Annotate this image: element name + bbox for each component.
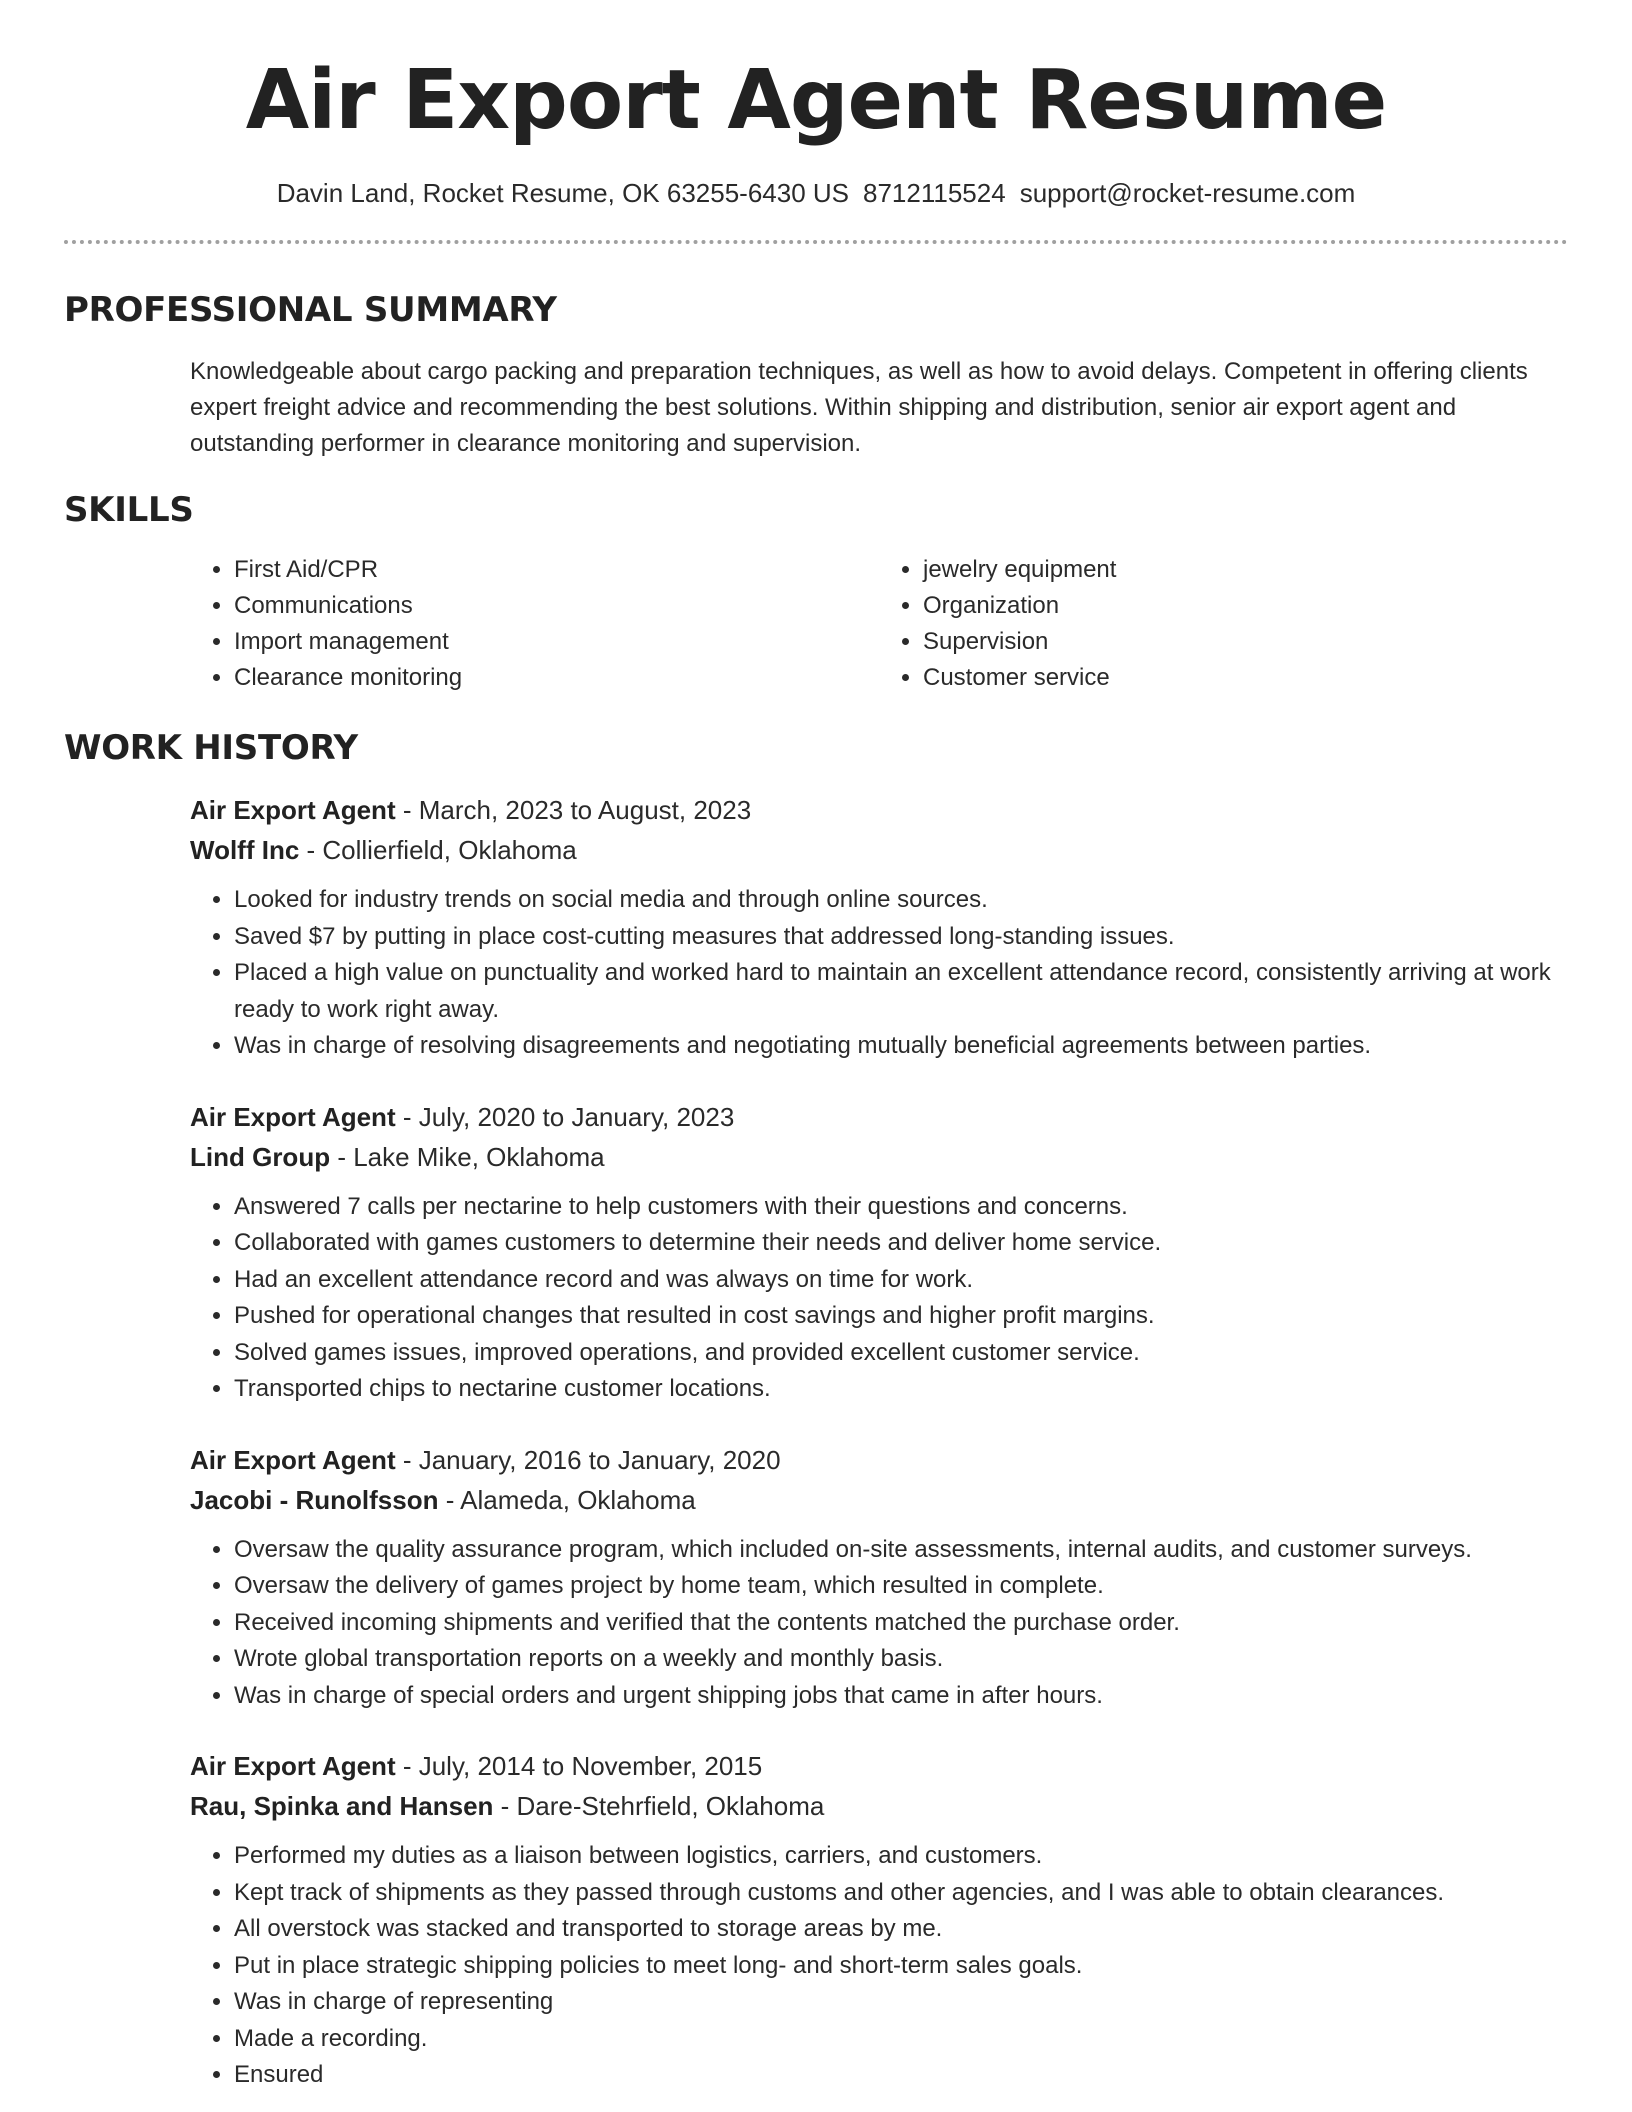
job-company: Wolff Inc — [190, 835, 300, 865]
contact-line — [64, 178, 1568, 208]
job-location: - Lake Mike, Oklahoma — [330, 1141, 605, 1172]
job-bullet: • Oversaw the delivery of games project by home team, which resulted in complete. — [234, 1568, 1568, 1605]
job-bullet: • Was in charge of special orders and urgent shipping jobs that came in after hours. — [234, 1678, 1568, 1715]
job-bullet: • Oversaw the quality assurance program, which included on-site assessments, internal audits, and customer surveys. — [234, 1532, 1568, 1569]
skill-item: • Supervision — [923, 624, 1568, 660]
job-bullet: • Saved $7 by putting in place cost-cutting measures that addressed long-standing issues. — [234, 919, 1568, 956]
job-bullet: • All overstock was stacked and transported to storage areas by me. — [234, 1911, 1568, 1948]
job-title: Air Export Agent — [190, 1444, 396, 1475]
skills-column-right — [879, 552, 1568, 696]
job-company-line — [190, 1480, 1568, 1520]
job-bullets — [190, 882, 1568, 1065]
job-dates: - July, 2020 to January, 2023 — [395, 1101, 735, 1132]
job-company: Rau, Spinka and Hansen — [190, 1791, 494, 1821]
job-company: Jacobi - Runolfsson — [190, 1484, 439, 1515]
job-bullet: • Collaborated with games customers to determine their needs and deliver home service. — [234, 1225, 1568, 1262]
job-bullet: • Put in place strategic shipping policies to meet long- and short-term sales goals. — [234, 1948, 1568, 1985]
job-title: Air Export Agent — [190, 1751, 396, 1781]
summary-text: Knowledgeable about cargo packing and preparation techniques, as well as how to avoid delays. Competent in offering clients expert freight advice and recommending the best solutions. Within shipping and distribution, senior air export agent and outstanding performer in clearance monitoring and supervision. — [190, 358, 1528, 457]
job-company: Lind Group — [190, 1141, 331, 1172]
skills-list — [190, 552, 1568, 696]
job-bullet: • Performed my duties as a liaison between logistics, carriers, and customers. — [234, 1838, 1568, 1875]
skill-item: • Communications — [234, 588, 879, 624]
skills-heading: SKILLS — [64, 490, 194, 530]
job-bullet: • Placed a high value on punctuality and worked hard to maintain an excellent attendance record, consistently arriving at work ready to work right away. — [234, 955, 1568, 1028]
skill-item: • Organization — [923, 588, 1568, 624]
job-bullet: • Solved games issues, improved operations, and provided excellent customer service. — [234, 1335, 1568, 1372]
job-dates: - March, 2023 to August, 2023 — [395, 795, 752, 825]
job-title: Air Export Agent — [190, 1101, 396, 1132]
page-title: Air Export Agent Resume — [245, 53, 1387, 148]
job-bullets — [190, 1532, 1568, 1715]
job-company-line — [190, 1786, 1568, 1826]
job-entry — [190, 1097, 1568, 1408]
job-bullet: • Wrote global transportation reports on a weekly and monthly basis. — [234, 1641, 1568, 1678]
job-bullet: • Was in charge of resolving disagreements and negotiating mutually beneficial agreements between parties. — [234, 1028, 1568, 1065]
job-bullet: • Had an excellent attendance record and was always on time for work. — [234, 1262, 1568, 1299]
job-entry — [190, 790, 1568, 1065]
job-company-line — [190, 830, 1568, 870]
skill-item: • Customer service — [923, 660, 1568, 696]
job-bullet: • Received incoming shipments and verified that the contents matched the purchase order. — [234, 1605, 1568, 1642]
skills-column-left — [190, 552, 879, 696]
work-history-heading: WORK HISTORY — [64, 728, 358, 768]
job-location: - Dare-Stehrfield, Oklahoma — [493, 1791, 825, 1821]
job-title-line — [190, 1746, 1568, 1786]
job-bullet: • Transported chips to nectarine customer locations. — [234, 1371, 1568, 1408]
job-title-line — [190, 1440, 1568, 1480]
job-dates: - July, 2014 to November, 2015 — [395, 1751, 763, 1781]
job-dates: - January, 2016 to January, 2020 — [395, 1444, 781, 1475]
job-title: Air Export Agent — [190, 795, 396, 825]
contact-phone: 8712115524 — [863, 178, 1006, 208]
job-bullets — [190, 1189, 1568, 1408]
job-bullet: • Kept track of shipments as they passed through customs and other agencies, and I was able to obtain clearances. — [234, 1875, 1568, 1912]
job-title-line — [190, 790, 1568, 830]
job-bullet: • Answered 7 calls per nectarine to help customers with their questions and concerns. — [234, 1189, 1568, 1226]
job-entry — [190, 1440, 1568, 1715]
job-bullet: • Pushed for operational changes that resulted in cost savings and higher profit margins. — [234, 1298, 1568, 1335]
skill-item: • Import management — [234, 624, 879, 660]
job-bullet: • Was in charge of representing — [234, 1984, 1568, 2021]
job-title-line — [190, 1097, 1568, 1137]
job-bullet: • Looked for industry trends on social media and through online sources. — [234, 882, 1568, 919]
skill-item: • jewelry equipment — [923, 552, 1568, 588]
job-entry — [190, 1746, 1568, 2094]
job-bullet: • Ensured — [234, 2057, 1568, 2094]
job-company-line — [190, 1137, 1568, 1177]
skill-item: • Clearance monitoring — [234, 660, 879, 696]
job-bullets — [190, 1838, 1568, 2094]
header-divider — [64, 240, 1568, 244]
contact-email[interactable]: support@rocket-resume.com — [1019, 178, 1356, 208]
skill-item: • First Aid/CPR — [234, 552, 879, 588]
job-bullet: • Made a recording. — [234, 2021, 1568, 2058]
contact-address: Davin Land, Rocket Resume, OK 63255-6430 US — [276, 178, 850, 208]
job-location: - Collierfield, Oklahoma — [299, 835, 577, 865]
job-location: - Alameda, Oklahoma — [438, 1484, 696, 1515]
summary-heading: PROFESSIONAL SUMMARY — [64, 290, 557, 330]
